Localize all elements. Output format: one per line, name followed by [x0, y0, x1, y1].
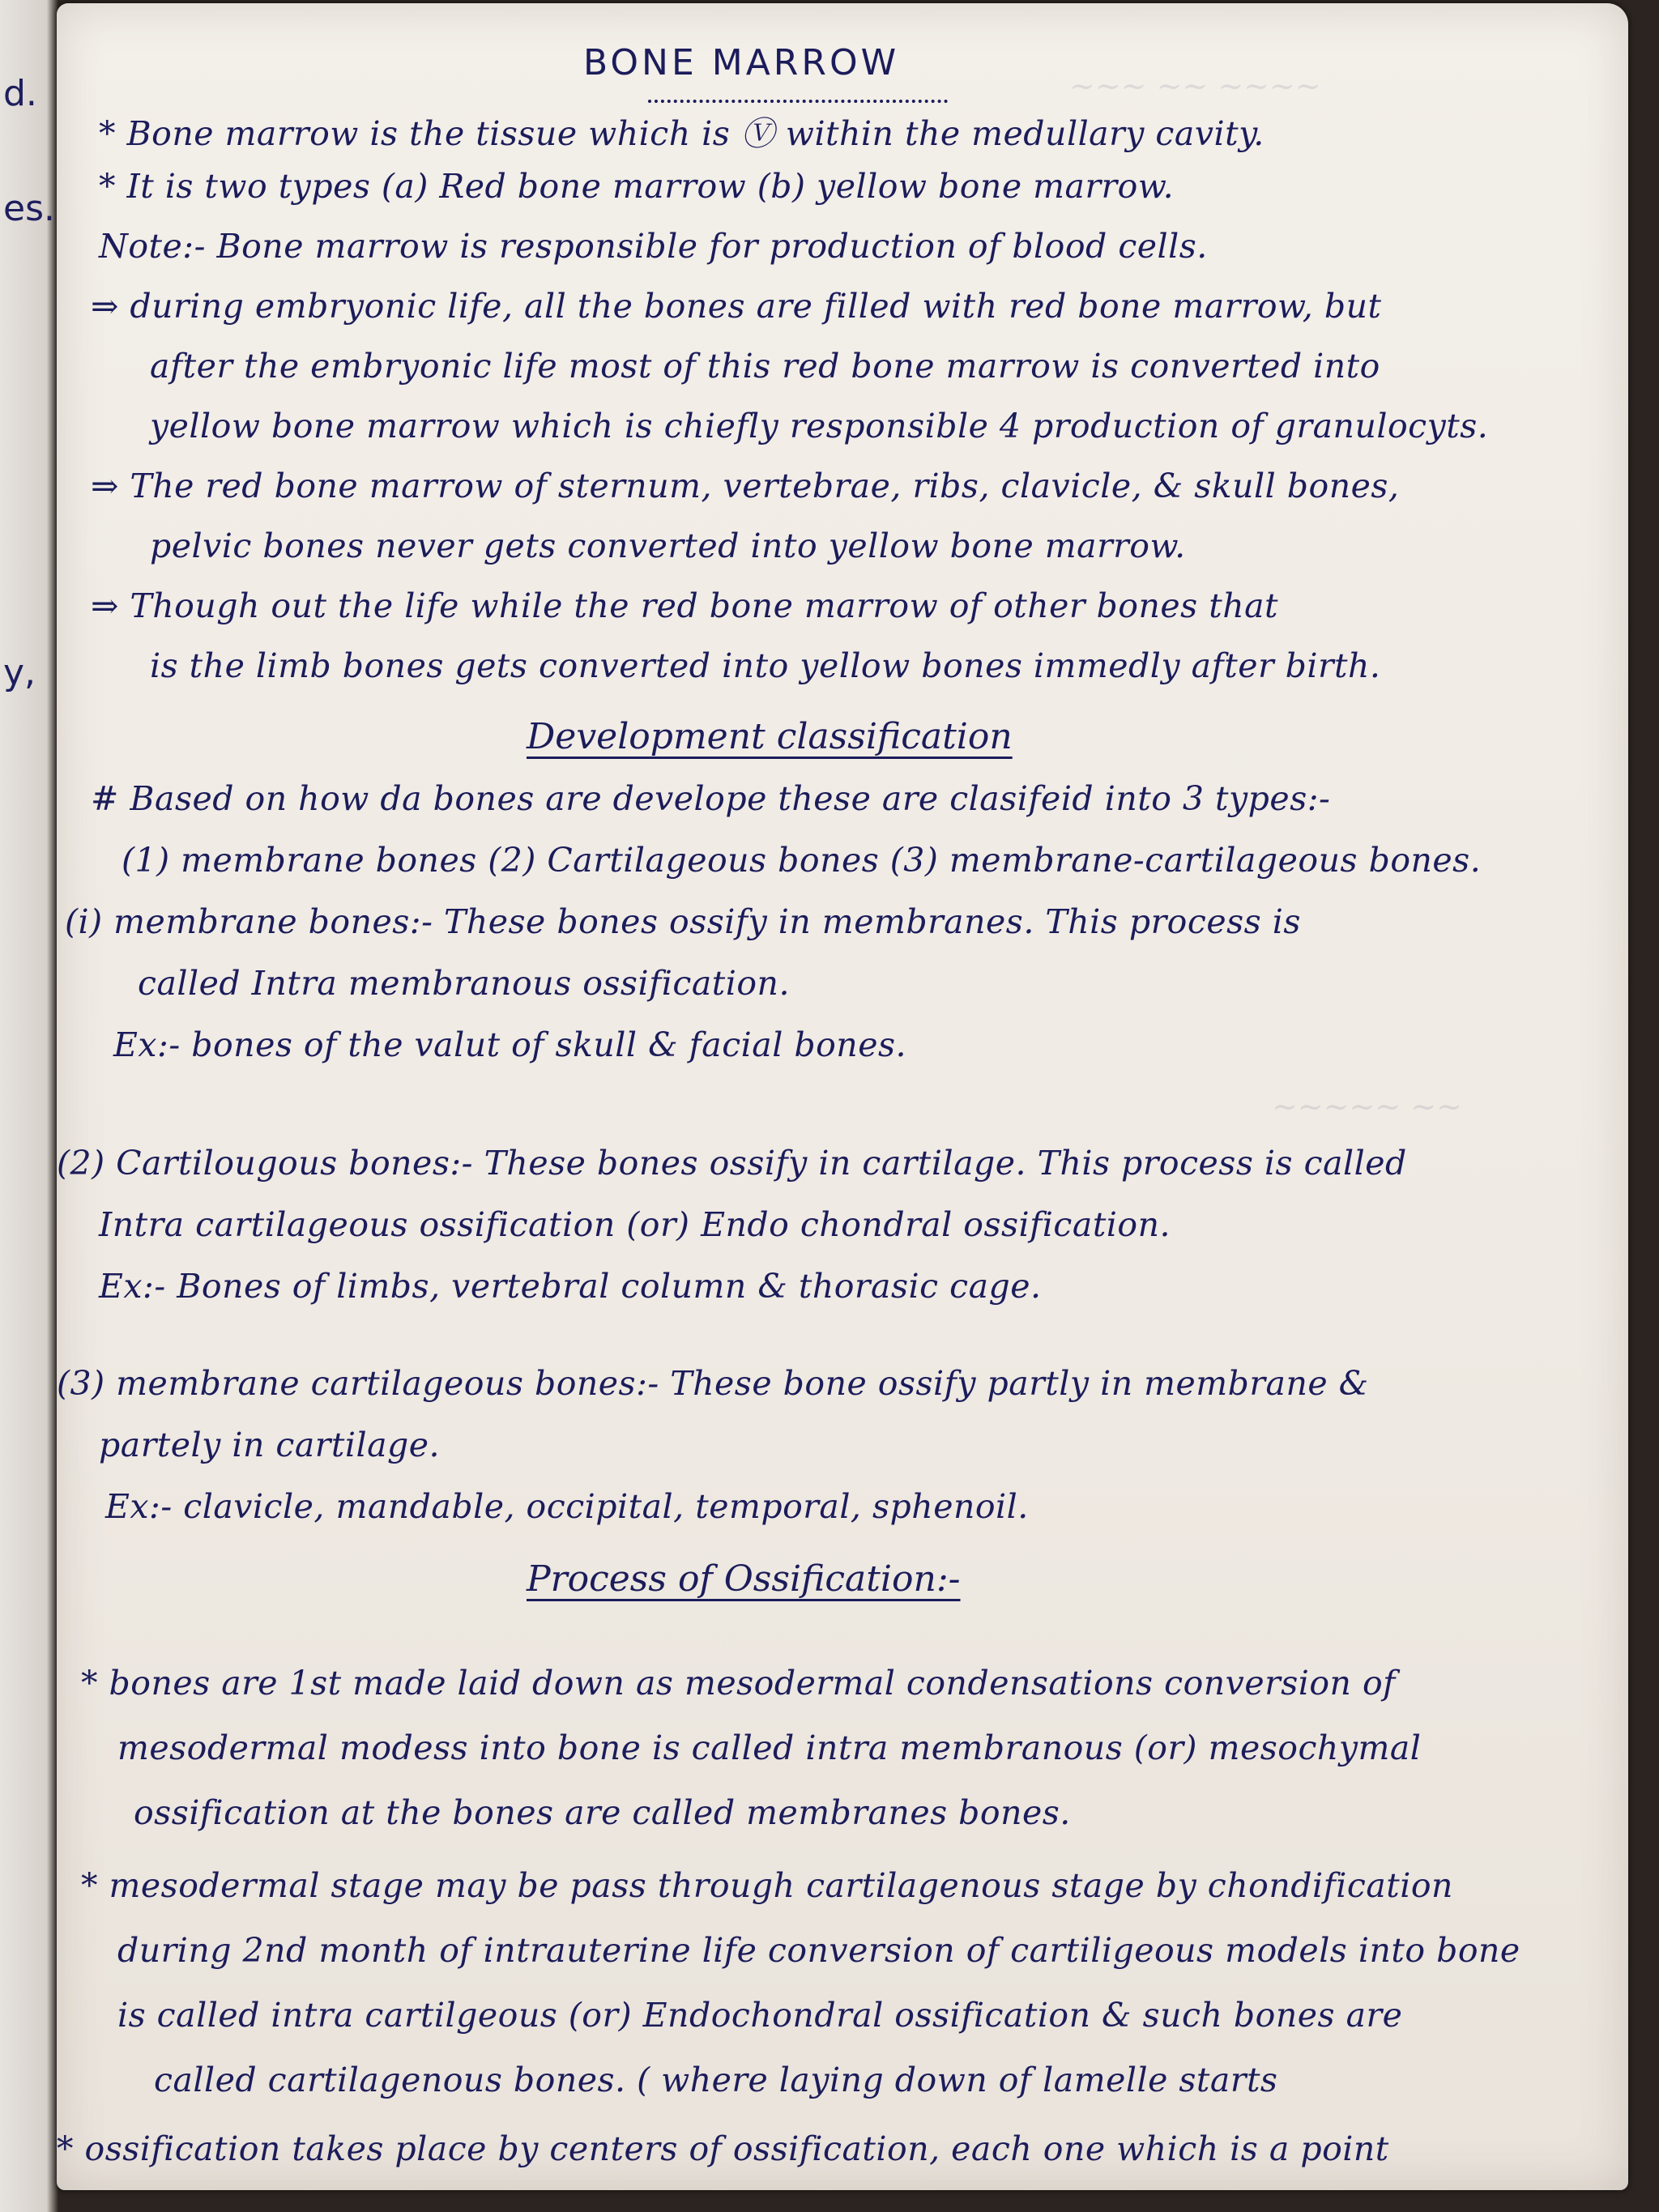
note-line: * It is two types (a) Red bone marrow (b) yellow bone marrow.: [99, 167, 1175, 206]
note-line: during 2nd month of intrauterine life conversion of cartiligeous models into bone: [117, 1931, 1520, 1970]
notebook-page: [57, 3, 1628, 2190]
note-line: # Based on how da bones are develope these are clasifeid into 3 types:-: [91, 779, 1331, 818]
note-line: is called intra cartilgeous (or) Endochondral ossification & such bones are: [117, 1996, 1403, 2035]
note-line: ⇒ during embryonic life, all the bones are filled with red bone marrow, but: [91, 287, 1382, 326]
note-line: (2) Cartilougous bones:- These bones ossify in cartilage. This process is called: [57, 1144, 1407, 1183]
page-title: BONE MARROW: [583, 42, 900, 83]
title-underline: [648, 87, 948, 103]
note-line: pelvic bones never gets converted into yellow bone marrow.: [150, 526, 1186, 565]
note-line: is the limb bones gets converted into yellow bones immedly after birth.: [150, 646, 1381, 685]
note-line: called cartilagenous bones. ( where laying down of lamelle starts: [154, 2061, 1278, 2099]
note-line: Ex:- Bones of limbs, vertebral column & thorasic cage.: [99, 1267, 1042, 1306]
section-heading-ossification: Process of Ossification:-: [527, 1558, 961, 1600]
note-line: mesodermal modess into bone is called intra membranous (or) mesochymal: [117, 1728, 1422, 1767]
bleed-through: ~~~ ~~ ~~~~: [1069, 68, 1321, 104]
note-line: (i) membrane bones:- These bones ossify in membranes. This process is: [65, 902, 1301, 941]
note-line: ⇒ The red bone marrow of sternum, vertebrae, ribs, clavicle, & skull bones,: [91, 467, 1400, 505]
note-line: Ex:- bones of the valut of skull & facial bones.: [113, 1025, 907, 1064]
margin-mark: y,: [3, 652, 36, 693]
note-line: Intra cartilageous ossification (or) Endo chondral ossification.: [99, 1205, 1171, 1244]
note-line: Note:- Bone marrow is responsible for production of blood cells.: [99, 227, 1208, 266]
note-line: * Bone marrow is the tissue which is Ⓥ within the medullary cavity.: [99, 114, 1265, 153]
note-line: ossification at the bones are called membranes bones.: [134, 1793, 1071, 1832]
note-line: * ossification takes place by centers of ossification, each one which is a point: [57, 2129, 1389, 2168]
previous-page-edge: [0, 0, 58, 2212]
note-line: (3) membrane cartilageous bones:- These bone ossify partly in membrane &: [57, 1364, 1369, 1403]
note-line: yellow bone marrow which is chiefly responsible 4 production of granulocyts.: [150, 407, 1489, 445]
note-line: (1) membrane bones (2) Cartilageous bones (3) membrane-cartilageous bones.: [122, 841, 1482, 880]
section-heading-development: Development classification: [527, 716, 1013, 757]
note-line: ⇒ Though out the life while the red bone marrow of other bones that: [91, 586, 1279, 625]
note-line: after the embryonic life most of this red bone marrow is converted into: [150, 347, 1380, 386]
note-line: * bones are 1st made laid down as mesodermal condensations conversion of: [81, 1664, 1396, 1703]
note-line: called Intra membranous ossification.: [138, 964, 790, 1003]
margin-mark: d.: [3, 73, 37, 114]
note-line: * mesodermal stage may be pass through cartilagenous stage by chondification: [81, 1866, 1453, 1905]
bleed-through: ~~~~~ ~~: [1272, 1089, 1462, 1124]
note-line: Ex:- clavicle, mandable, occipital, temporal, sphenoil.: [105, 1487, 1029, 1526]
margin-mark: es.: [3, 188, 55, 229]
note-line: partely in cartilage.: [99, 1426, 441, 1464]
